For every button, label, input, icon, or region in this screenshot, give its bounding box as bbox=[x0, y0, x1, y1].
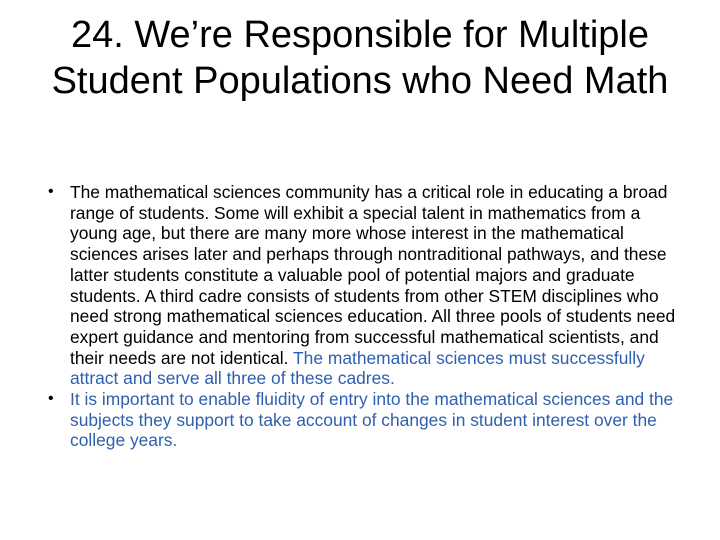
bullet-item-2 bbox=[40, 389, 690, 451]
bullet-text-blue: It is important to enable fluidity of entry into the mathematical sciences and the subjects they support to take account of changes in student interest over the college years. bbox=[70, 389, 674, 451]
bullet-marker-icon: • bbox=[48, 390, 54, 408]
bullet-text-black: The mathematical sciences community has a critical role in educating a broad range of students. Some will exhibit a special talent in mathematics from a young age, but there are many more whose interest in the mathematical sciences arises later and perhaps through nontraditional pathways, and these latter students constitute a valuable pool of potential majors and graduate students. A third cadre consists of students from other STEM disciplines who need strong mathematical sciences education. All three pools of students need expert guidance and mentoring from successful mathematical scientists, and their needs are not identical. bbox=[70, 182, 676, 368]
slide-title: 24. We’re Responsible for Multiple Student Populations who Need Math bbox=[51, 14, 669, 102]
bullet-marker-icon: • bbox=[48, 183, 54, 200]
bullet-item-1 bbox=[40, 182, 690, 389]
bullet-list bbox=[40, 182, 690, 451]
bullet-text bbox=[70, 182, 690, 389]
bullet-text-blue: The mathematical sciences must successfully attract and serve all three of these cadres. bbox=[70, 347, 645, 389]
